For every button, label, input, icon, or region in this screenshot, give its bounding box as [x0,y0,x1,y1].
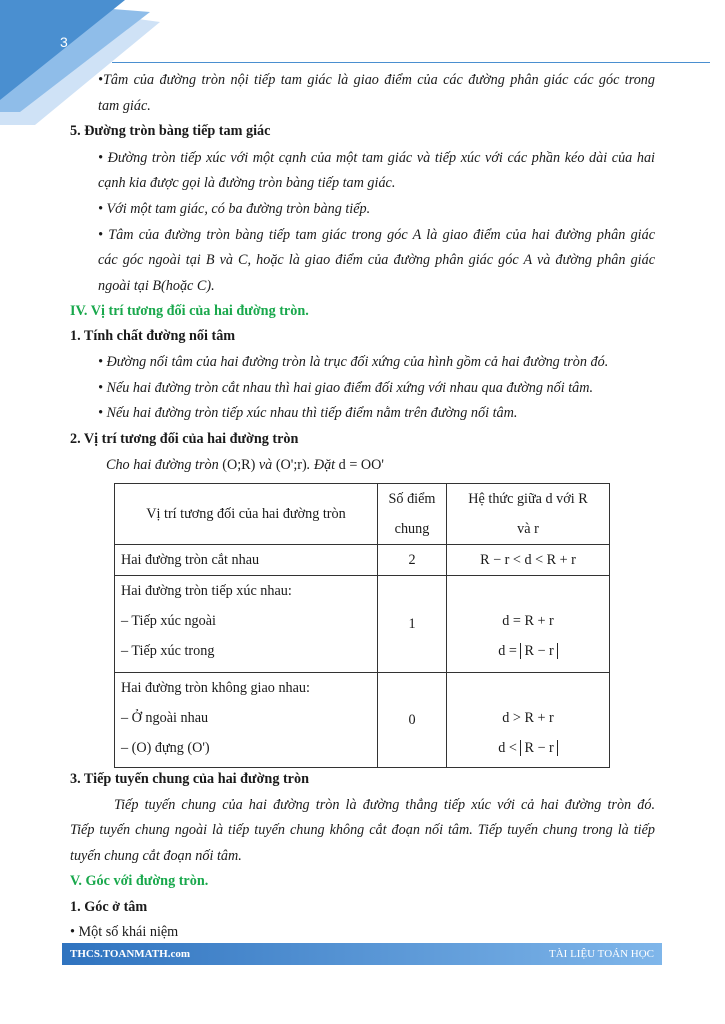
row2-position-line1: Hai đường tròn tiếp xúc nhau: [121,583,292,599]
row2-relation-line1: d = R + r [502,613,554,629]
row2-position [115,576,378,673]
central-angle-heading: 1. Góc ở tâm [70,899,148,915]
intro-text-a: Cho hai đường tròn [106,457,223,473]
intro-text-b: và [255,457,276,473]
row2-points-text: 1 [408,616,416,632]
footer-site[interactable]: THCS.TOANMATH.com [70,948,190,960]
common-tangent-para-line2: Tiếp tuyến chung ngoài là tiếp tuyến chung không cắt đoạn nối tâm. Tiếp tuyến chung trong là tiếp [70,822,655,838]
header-common-points-line2: chung [394,521,430,537]
row2-relation-line2 [453,636,603,666]
header-common-points [378,484,447,545]
intro-math-distance: d = OO' [338,457,384,473]
row3-relation-line1: d > R + r [502,710,554,726]
incircle-bullet-line1: •Tâm của đường tròn nội tiếp tam giác là giao điểm của các đường phân giác các góc trong [98,72,655,88]
common-tangent-heading: 3. Tiếp tuyến chung của hai đường tròn [70,771,309,787]
row2-position-line3: – Tiếp xúc trong [121,643,215,659]
row1-relation-text: R − r < d < R + r [480,552,576,568]
row3-position-line1: Hai đường tròn không giao nhau: [121,680,310,696]
incircle-bullet-line2: tam giác. [98,98,151,114]
row1-position [115,545,378,576]
table-row [115,545,610,576]
excircle-bullet3-line1: • Tâm của đường tròn bàng tiếp tam giác trong góc A là giao điểm của hai đường phân giác [98,227,655,243]
excircle-bullet1-line2: cạnh kia được gọi là đường tròn bàng tiếp tam giác. [98,175,396,191]
header-relation [447,484,610,545]
intro-text-c: . Đặt [306,457,339,473]
centerline-bullet3: • Nếu hai đường tròn tiếp xúc nhau thì tiếp điểm nằm trên đường nối tâm. [98,405,518,421]
centerline-bullet2: • Nếu hai đường tròn cắt nhau thì hai giao điểm đối xứng với nhau qua đường nối tâm. [98,380,594,396]
part-iv-heading: IV. Vị trí tương đối của hai đường tròn. [70,303,309,319]
header-rule [112,62,710,63]
row3-relation [447,673,610,768]
header-relation-line2: và r [517,521,539,537]
relative-position-intro [106,456,384,474]
excircle-bullet1-line1: • Đường tròn tiếp xúc với một cạnh của một tam giác và tiếp xúc với các phần kéo dài của hai [98,150,655,166]
row2-relation [447,576,610,673]
relative-position-heading: 2. Vị trí tương đối của hai đường tròn [70,431,299,447]
intro-math-circle-o-prime: (O';r) [275,457,307,473]
centerline-bullet1: • Đường nối tâm của hai đường tròn là trục đối xứng của hình gồm cả hai đường tròn đó. [98,354,609,370]
header-position: Vị trí tương đối của hai đường tròn [115,484,378,545]
relative-position-table [114,483,610,768]
footer-banner [62,943,662,965]
row2-relation-abs: R − r [520,643,557,659]
row2-relation-prefix: d = [498,643,521,659]
row1-relation [447,545,610,576]
table-row [115,576,610,673]
row3-position-line2: – Ở ngoài nhau [121,710,209,726]
header-common-points-line1: Số điểm [388,491,436,507]
header-relation-line1: Hệ thức giữa d với R [468,491,588,507]
page-number: 3 [60,34,68,50]
row3-points [378,673,447,768]
common-tangent-para-line3: tuyến chung cắt đoạn nối tâm. [70,848,242,864]
row3-position [115,673,378,768]
row3-relation-line2 [453,733,603,763]
row3-relation-prefix: d < [498,740,521,756]
row2-position-line2: – Tiếp xúc ngoài [121,613,216,629]
excircle-bullet3-line2: các góc ngoài tại B và C, hoặc là giao điểm của đường phân giác góc A và đường phân giác [98,252,655,268]
row3-relation-abs: R − r [520,740,557,756]
part-v-heading: V. Góc với đường tròn. [70,873,209,889]
table-row [115,673,610,768]
intro-math-circle-o: (O;R) [222,457,256,473]
concepts-bullet: • Một số khái niệm [70,924,179,940]
row1-position-text: Hai đường tròn cắt nhau [121,552,260,568]
row3-points-text: 0 [408,712,416,728]
row2-points [378,576,447,673]
row3-position-line3: – (O) đựng (O') [121,740,210,756]
row1-points [378,545,447,576]
excircle-bullet2: • Với một tam giác, có ba đường tròn bàng tiếp. [98,201,371,217]
footer-title: TÀI LIỆU TOÁN HỌC [549,948,654,960]
excircle-bullet3-line3: ngoài tại B(hoặc C). [98,278,215,294]
table-header-row [115,484,610,545]
row1-points-text: 2 [408,552,416,568]
section-5-heading: 5. Đường tròn bàng tiếp tam giác [70,123,271,139]
centerline-heading: 1. Tính chất đường nối tâm [70,328,236,344]
common-tangent-para-line1: Tiếp tuyến chung của hai đường tròn là đường thẳng tiếp xúc với cả hai đường tròn đó. [114,797,655,813]
